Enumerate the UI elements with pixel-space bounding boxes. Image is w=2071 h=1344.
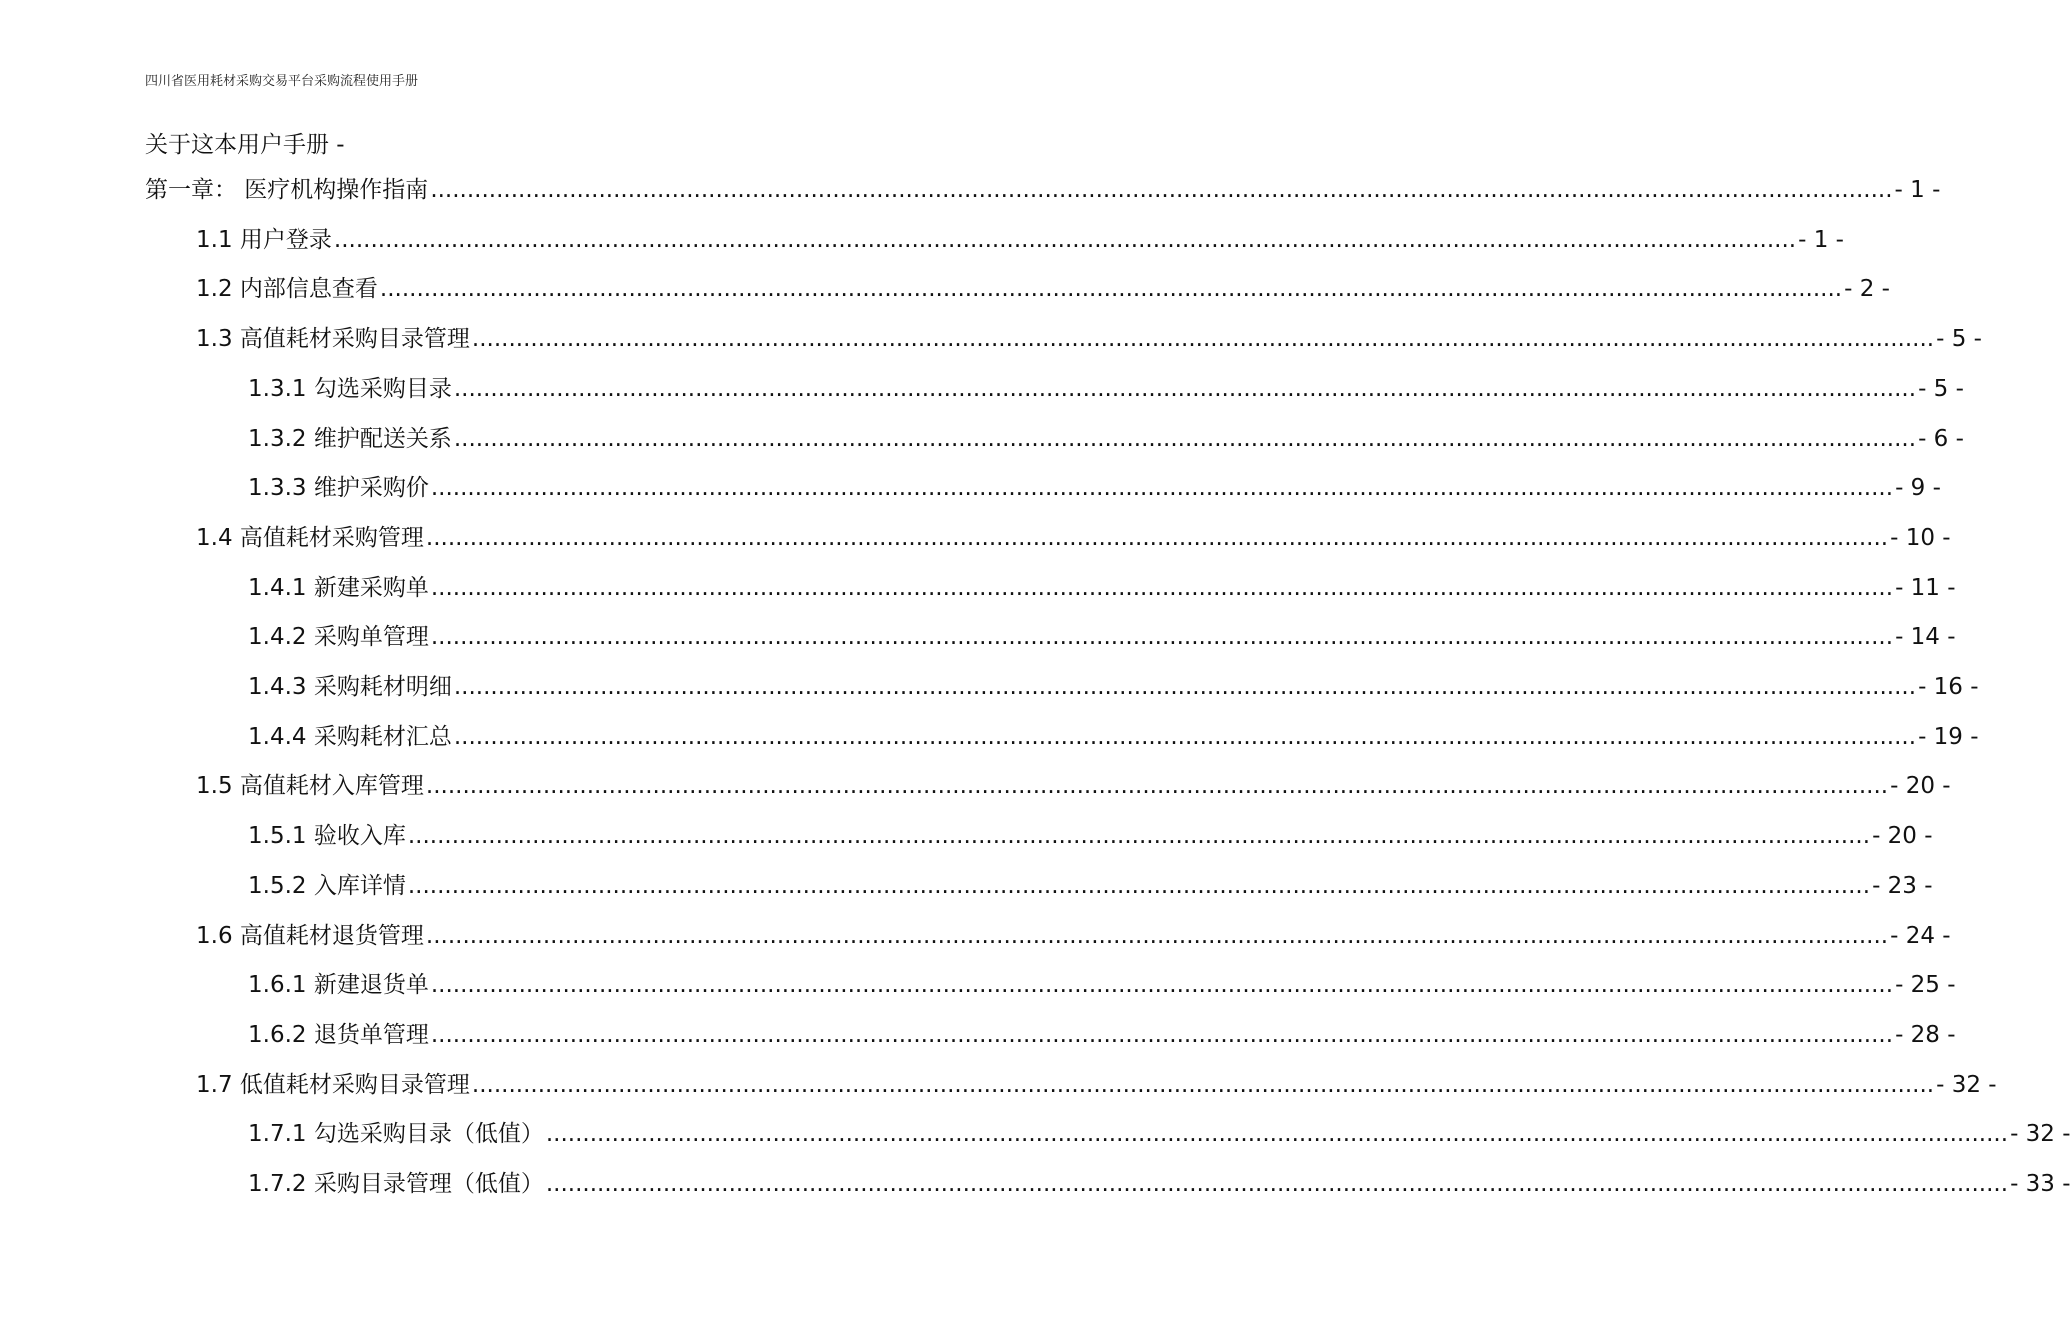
toc-entry-page-number: - 2 -	[1844, 276, 1890, 303]
toc-dot-leader: ........................................................................................................................................................................................................	[425, 773, 1889, 800]
running-header: 四川省医用耗材采购交易平台采购流程使用手册	[145, 74, 419, 89]
toc-entry-page-number: - 6 -	[1918, 425, 1964, 452]
toc-entry-title: 1.3.3 维护采购价	[248, 475, 429, 502]
toc-entry[interactable]	[248, 369, 1964, 409]
toc-entry-page-number: - 33 -	[2010, 1171, 2071, 1197]
toc-entry-page-number: - 23 -	[1872, 872, 1933, 899]
toc-entry[interactable]	[196, 220, 1844, 260]
toc-entry-title: 1.6.1 新建退货单	[248, 972, 429, 999]
toc-entry-page-number: - 32 -	[1936, 1071, 1997, 1098]
toc-dot-leader: ........................................................................................................................................................................................................	[333, 226, 1797, 253]
toc-entry-title: 1.6 高值耗材退货管理	[196, 922, 424, 949]
toc-entry[interactable]	[248, 1164, 2071, 1204]
toc-entry[interactable]	[248, 1015, 1956, 1055]
toc-entry-title: 1.7.2 采购目录管理（低值）	[248, 1171, 544, 1197]
toc-dot-leader: ........................................................................................................................................................................................................	[430, 624, 1894, 651]
about-manual-heading: 关于这本用户手册 -	[145, 132, 345, 158]
toc-dot-leader: ........................................................................................................................................................................................................	[453, 425, 1917, 452]
toc-entry-title: 1.1 用户登录	[196, 226, 332, 253]
toc-entry-page-number: - 1 -	[1798, 226, 1844, 253]
toc-entry-page-number: - 20 -	[1872, 823, 1933, 850]
toc-entry-title: 1.7 低值耗材采购目录管理	[196, 1071, 470, 1098]
toc-entry-title: 1.6.2 退货单管理	[248, 1021, 429, 1048]
toc-entry-title: 1.3 高值耗材采购目录管理	[196, 326, 470, 353]
toc-entry[interactable]	[248, 468, 1941, 508]
toc-entry-title: 第一章： 医疗机构操作指南	[145, 177, 429, 203]
toc-entry-title: 1.3.2 维护配送关系	[248, 425, 452, 452]
toc-entry-page-number: - 1 -	[1894, 177, 1941, 203]
toc-dot-leader: ........................................................................................................................................................................................................	[379, 276, 1843, 303]
toc-entry-page-number: - 28 -	[1895, 1021, 1956, 1048]
toc-entry-title: 1.4.3 采购耗材明细	[248, 674, 452, 700]
toc-entry[interactable]	[196, 319, 1982, 359]
toc-entry[interactable]	[248, 717, 1979, 757]
toc-entry[interactable]	[145, 170, 1941, 210]
toc-entry[interactable]	[248, 816, 1933, 856]
toc-dot-leader: ........................................................................................................................................................................................................	[453, 674, 1917, 700]
toc-entry[interactable]	[248, 568, 1956, 608]
toc-dot-leader: ........................................................................................................................................................................................................	[545, 1171, 2009, 1197]
toc-entry-page-number: - 14 -	[1895, 624, 1956, 651]
toc-entry[interactable]	[248, 1114, 2071, 1154]
toc-entry-title: 1.7.1 勾选采购目录（低值）	[248, 1121, 544, 1148]
toc-entry-title: 1.5 高值耗材入库管理	[196, 773, 424, 800]
toc-dot-leader: ........................................................................................................................................................................................................	[471, 1071, 1935, 1098]
toc-entry-title: 1.5.2 入库详情	[248, 872, 406, 899]
toc-entry-title: 1.4.4 采购耗材汇总	[248, 723, 452, 750]
toc-dot-leader: ........................................................................................................................................................................................................	[425, 922, 1889, 949]
toc-entry-title: 1.2 内部信息查看	[196, 276, 378, 303]
toc-entry-page-number: - 25 -	[1895, 972, 1956, 999]
toc-entry[interactable]	[248, 866, 1933, 906]
toc-entry[interactable]	[196, 1065, 1997, 1105]
toc-entry-title: 1.5.1 验收入库	[248, 823, 406, 850]
toc-entry-page-number: - 10 -	[1890, 524, 1951, 551]
toc-entry[interactable]	[196, 518, 1951, 558]
toc-entry-title: 1.4.1 新建采购单	[248, 574, 429, 601]
toc-entry-title: 1.3.1 勾选采购目录	[248, 375, 452, 402]
toc-dot-leader: ........................................................................................................................................................................................................	[430, 1021, 1894, 1048]
toc-dot-leader: ........................................................................................................................................................................................................	[430, 475, 1894, 502]
toc-entry-page-number: - 5 -	[1936, 326, 1982, 353]
toc-entry-title: 1.4.2 采购单管理	[248, 624, 429, 651]
toc-entry[interactable]	[248, 667, 1979, 707]
toc-entry[interactable]	[196, 269, 1890, 309]
toc-entry-page-number: - 9 -	[1895, 475, 1941, 502]
toc-entry-page-number: - 16 -	[1918, 674, 1979, 700]
toc-dot-leader: ........................................................................................................................................................................................................	[545, 1121, 2009, 1148]
toc-dot-leader: ........................................................................................................................................................................................................	[407, 872, 1871, 899]
toc-entry[interactable]	[248, 419, 1964, 459]
toc-entry-page-number: - 19 -	[1918, 723, 1979, 750]
toc-entry[interactable]	[196, 766, 1951, 806]
toc-entry-title: 1.4 高值耗材采购管理	[196, 524, 424, 551]
toc-entry-page-number: - 24 -	[1890, 922, 1951, 949]
toc-entry[interactable]	[248, 965, 1956, 1005]
toc-dot-leader: ........................................................................................................................................................................................................	[425, 524, 1889, 551]
toc-dot-leader: ........................................................................................................................................................................................................	[453, 375, 1917, 402]
toc-dot-leader: ........................................................................................................................................................................................................	[430, 972, 1894, 999]
toc-dot-leader: ........................................................................................................................................................................................................	[430, 177, 1893, 203]
toc-entry-page-number: - 32 -	[2010, 1121, 2071, 1148]
toc-entry-page-number: - 11 -	[1895, 574, 1956, 601]
toc-entry[interactable]	[248, 617, 1956, 657]
toc-dot-leader: ........................................................................................................................................................................................................	[407, 823, 1871, 850]
toc-dot-leader: ........................................................................................................................................................................................................	[453, 723, 1917, 750]
toc-dot-leader: ........................................................................................................................................................................................................	[471, 326, 1935, 353]
toc-dot-leader: ........................................................................................................................................................................................................	[430, 574, 1894, 601]
toc-entry[interactable]	[196, 916, 1951, 956]
toc-entry-page-number: - 5 -	[1918, 375, 1964, 402]
toc-entry-page-number: - 20 -	[1890, 773, 1951, 800]
